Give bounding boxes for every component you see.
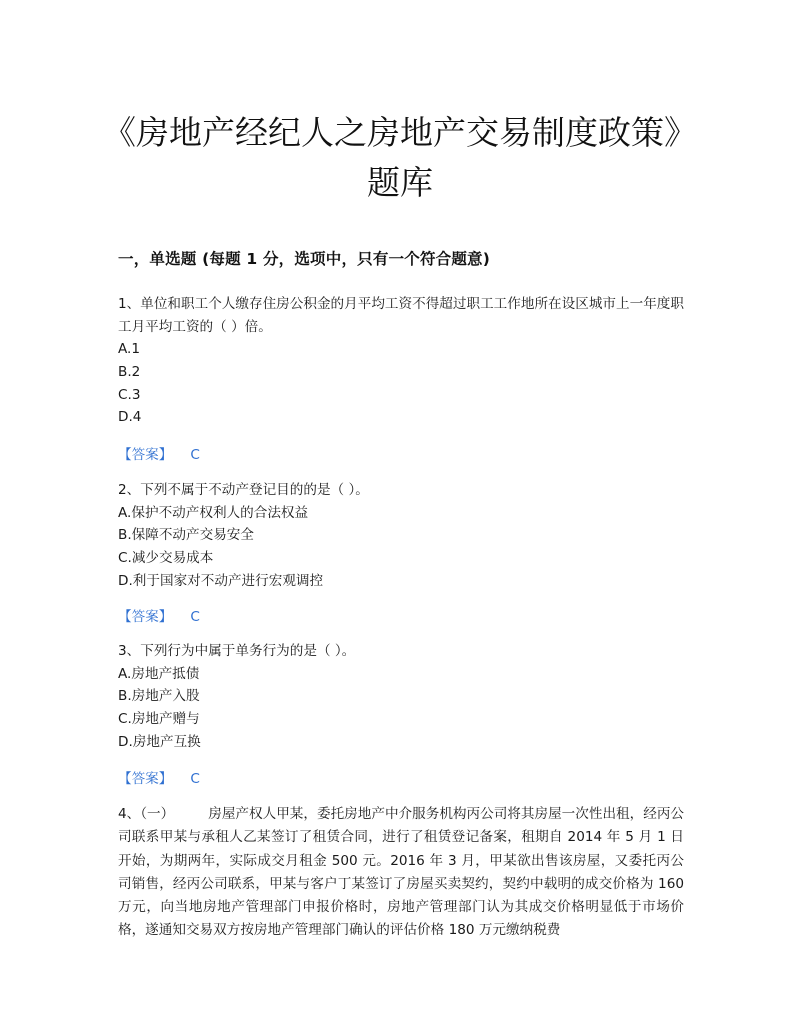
question-stem: 2、下列不属于不动产登记目的的是（ ）。 <box>118 482 369 498</box>
question-4-lead: 4、（一） <box>118 806 175 822</box>
option-d: D.房地产互换 <box>118 733 201 750</box>
question-4 <box>118 803 684 943</box>
answer-2 <box>118 605 200 625</box>
answer-label: 【答案】 <box>118 609 173 625</box>
option-a: A.1 <box>118 341 141 357</box>
answer-value: C <box>190 609 200 625</box>
question-4-text: 房屋产权人甲某，委托房地产中介服务机构丙公司将其房屋一次性出租，经丙公司联系甲某与承租人乙某签订了租赁合同，进行了租赁登记备案，租期自 2014 年 5 月 1 日开始，为期两年，实际成交月租金 500 元。2016 年 3 月，甲某欲出售该房屋，又委托丙公司销售，经丙公司联系，甲某与客户丁某签订了房屋买卖契约，契约中载明的成交价格为 160 万元，向当地房地产管理部门申报价格时，房地产管理部门认为其成交价格明显低于市场价格，遂通知交易双方按房地产管理部门确认的评估价格 180 万元缴纳税费 <box>118 806 685 939</box>
answer-label: 【答案】 <box>118 771 173 787</box>
question-2 <box>118 479 684 593</box>
section-heading: 一，单选题 (每题 1 分，选项中，只有一个符合题意) <box>118 250 491 268</box>
question-1 <box>118 293 684 429</box>
option-d: D.4 <box>118 409 142 426</box>
option-b: B.2 <box>118 363 141 380</box>
question-stem: 3、下列行为中属于单务行为的是（ ）。 <box>118 643 356 659</box>
question-stem: 1、单位和职工个人缴存住房公积金的月平均工资不得超过职工工作地所在设区城市上一年度职工月平均工资的（ ）倍。 <box>118 296 684 335</box>
option-b: B.保障不动产交易安全 <box>118 527 254 544</box>
option-b: B.房地产入股 <box>118 688 200 705</box>
answer-value: C <box>190 771 200 787</box>
answer-label: 【答案】 <box>118 447 173 463</box>
answer-1 <box>118 443 200 463</box>
option-d: D.利于国家对不动产进行宏观调控 <box>118 572 324 589</box>
option-c: C.减少交易成本 <box>118 550 214 567</box>
option-a: A.保护不动产权利人的合法权益 <box>118 504 309 521</box>
answer-value: C <box>190 447 200 463</box>
document-title: 《房地产经纪人之房地产交易制度政策》题库 <box>103 113 697 202</box>
option-c: C.3 <box>118 386 141 403</box>
option-c: C.房地产赠与 <box>118 711 200 728</box>
option-a: A.房地产抵债 <box>118 665 200 682</box>
question-3 <box>118 640 684 754</box>
answer-3 <box>118 767 200 787</box>
